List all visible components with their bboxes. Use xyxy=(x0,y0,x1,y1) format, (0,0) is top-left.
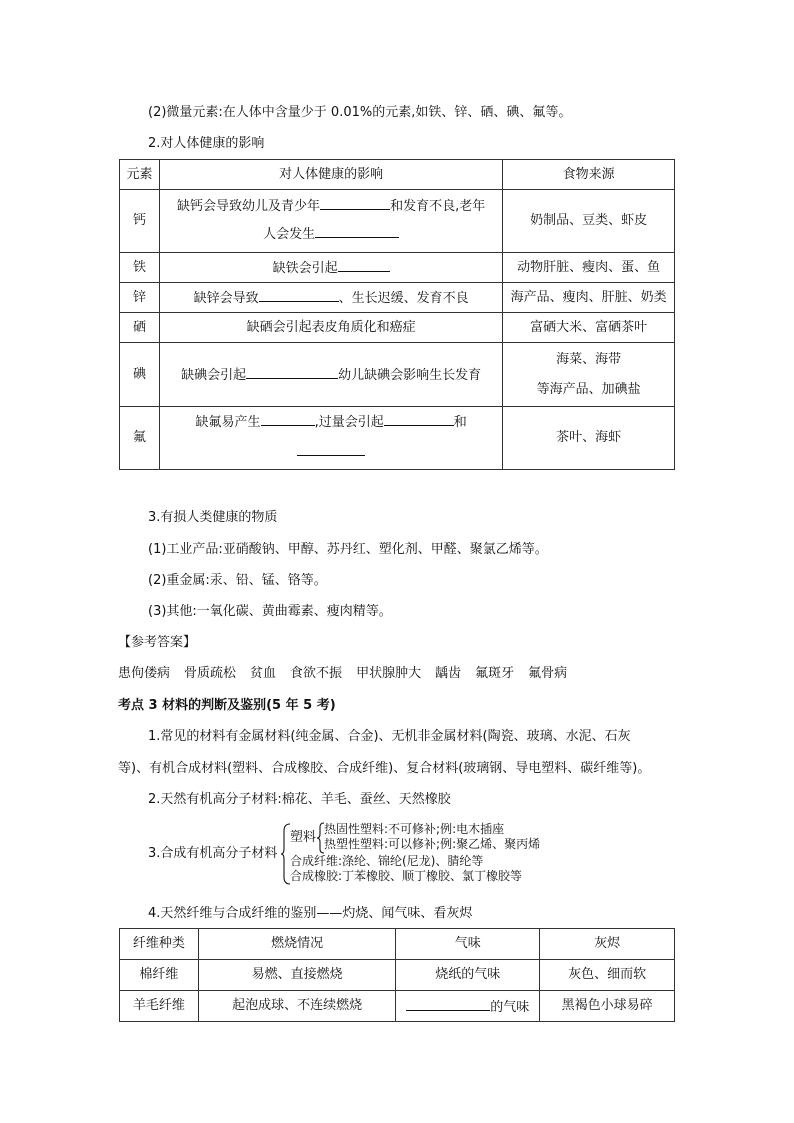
element-health-table xyxy=(119,159,675,470)
effect-text: 缺锌会导致 xyxy=(193,291,259,306)
fill-blank[interactable] xyxy=(320,195,390,210)
header-smell: 气味 xyxy=(396,929,540,960)
answer-item: 食欲不振 xyxy=(290,666,343,681)
fill-blank[interactable] xyxy=(259,287,339,302)
fiber-identification-table xyxy=(119,928,675,1022)
table-row xyxy=(120,343,675,407)
fiber-kind-cell: 羊毛纤维 xyxy=(120,991,199,1022)
harmful-item-industrial: (1)工业产品:亚硝酸钠、甲醇、苏丹红、塑化剂、甲醛、聚氯乙烯等。 xyxy=(148,542,548,557)
harmful-item-heavy-metal: (2)重金属:汞、铅、锰、铬等。 xyxy=(148,573,327,588)
synthetic-rubber: 合成橡胶:丁苯橡胶、顺丁橡胶、氯丁橡胶等 xyxy=(290,869,523,883)
effect-cell xyxy=(159,343,502,407)
answer-item: 龋齿 xyxy=(435,666,462,681)
fill-blank[interactable] xyxy=(406,996,490,1011)
header-source: 食物来源 xyxy=(503,160,675,190)
fiber-identification-heading: 4.天然纤维与合成纤维的鉴别——灼烧、闻气味、看灰烬 xyxy=(148,906,473,921)
answer-item: 氟斑牙 xyxy=(475,666,515,681)
effect-cell xyxy=(159,253,502,283)
fill-blank[interactable] xyxy=(384,411,454,426)
answers-list xyxy=(118,665,581,683)
table-row xyxy=(120,407,675,470)
header-effect: 对人体健康的影响 xyxy=(159,160,502,190)
answers-heading: 【参考答案】 xyxy=(118,635,197,650)
effect-cell xyxy=(159,407,502,470)
fill-blank[interactable] xyxy=(261,411,315,426)
element-cell: 硒 xyxy=(120,313,160,343)
fill-blank[interactable] xyxy=(297,441,365,456)
table-row xyxy=(120,313,675,343)
source-cell xyxy=(503,343,675,407)
materials-para-line1: 1.常见的材料有金属材料(纯金属、合金)、无机非金属材料(陶瓷、玻璃、水泥、石灰 xyxy=(148,729,631,744)
answer-item: 氟骨病 xyxy=(528,666,568,681)
source-text: 等海产品、加碘盐 xyxy=(536,381,641,397)
element-cell: 钙 xyxy=(120,190,160,253)
ash-cell: 黑褐色小球易碎 xyxy=(540,991,675,1022)
burning-cell: 易燃、直接燃烧 xyxy=(198,960,396,991)
plastic-label: 塑料 xyxy=(290,830,317,845)
answer-item: 骨质疏松 xyxy=(184,666,237,681)
answer-item: 甲状腺肿大 xyxy=(356,666,422,681)
table-row xyxy=(120,960,675,991)
materials-para-line2: 等)、有机合成材料(塑料、合成橡胶、合成纤维)、复合材料(玻璃钢、导电塑料、碳纤维等)。 xyxy=(118,761,651,776)
element-cell: 碘 xyxy=(120,343,160,407)
smell-cell: 烧纸的气味 xyxy=(396,960,540,991)
header-fiber-kind: 纤维种类 xyxy=(120,929,199,960)
ash-cell: 灰色、细而软 xyxy=(540,960,675,991)
effect-text: 人会发生 xyxy=(263,227,316,242)
table-row xyxy=(120,991,675,1022)
smell-text: 的气味 xyxy=(490,999,530,1015)
element-cell: 锌 xyxy=(120,283,160,313)
table-header-row xyxy=(120,160,675,190)
source-cell: 海产品、瘦肉、肝脏、奶类 xyxy=(503,283,675,313)
effect-text: 缺碘会引起 xyxy=(181,368,247,383)
synthetic-polymer-label: 3.合成有机高分子材料 xyxy=(148,846,278,861)
kaodian-3-heading: 考点 3 材料的判断及鉴别(5 年 5 考) xyxy=(118,698,336,713)
header-ash: 灰烬 xyxy=(540,929,675,960)
natural-polymer-line: 2.天然有机高分子材料:棉花、羊毛、蚕丝、天然橡胶 xyxy=(148,792,451,807)
thermoplastic-plastic: 热塑性塑料:可以修补;例:聚乙烯、聚丙烯 xyxy=(324,837,541,851)
source-text: 海菜、海带 xyxy=(556,351,622,367)
effect-text: ,过量会引起 xyxy=(314,415,384,430)
effect-cell xyxy=(159,283,502,313)
effect-cell: 缺硒会引起表皮角质化和癌症 xyxy=(159,313,502,343)
header-element: 元素 xyxy=(120,160,160,190)
fill-blank[interactable] xyxy=(246,364,338,379)
effect-text: 缺氟易产生 xyxy=(195,415,261,430)
thermoset-plastic: 热固性塑料:不可修补;例:电木插座 xyxy=(324,822,505,836)
table-row xyxy=(120,283,675,313)
fiber-kind-cell: 棉纤维 xyxy=(120,960,199,991)
burning-cell: 起泡成球、不连续燃烧 xyxy=(198,991,396,1022)
harmful-substances-heading: 3.有损人类健康的物质 xyxy=(148,510,278,525)
smell-cell xyxy=(396,991,540,1022)
effect-text: 和 xyxy=(453,415,467,430)
effect-text: 幼儿缺碘会影响生长发育 xyxy=(338,368,482,383)
answer-item: 贫血 xyxy=(250,666,277,681)
effect-cell xyxy=(159,190,502,253)
answer-item: 患佝偻病 xyxy=(118,666,171,681)
synthetic-polymer-diagram xyxy=(148,822,608,886)
source-cell: 富硒大米、富硒茶叶 xyxy=(503,313,675,343)
table-header-row xyxy=(120,929,675,960)
effect-text: 、生长迟缓、发育不良 xyxy=(338,291,469,306)
source-cell: 茶叶、海虾 xyxy=(503,407,675,470)
trace-element-definition: (2)微量元素:在人体中含量少于 0.01%的元素,如铁、锌、硒、碘、氟等。 xyxy=(148,105,572,120)
effect-text: 和发育不良,老年 xyxy=(390,199,486,214)
synthetic-fiber: 合成纤维:涤纶、锦纶(尼龙)、腈纶等 xyxy=(290,854,484,868)
health-effect-heading: 2.对人体健康的影响 xyxy=(148,136,265,151)
fill-blank[interactable] xyxy=(315,223,399,238)
fill-blank[interactable] xyxy=(338,257,390,272)
header-burning: 燃烧情况 xyxy=(198,929,396,960)
element-cell: 铁 xyxy=(120,253,160,283)
effect-text: 缺钙会导致幼儿及青少年 xyxy=(177,199,321,214)
source-cell: 奶制品、豆类、虾皮 xyxy=(503,190,675,253)
source-cell: 动物肝脏、瘦肉、蛋、鱼 xyxy=(503,253,675,283)
effect-text: 缺铁会引起 xyxy=(272,261,338,276)
harmful-item-other: (3)其他:一氧化碳、黄曲霉素、瘦肉精等。 xyxy=(148,604,392,619)
table-row xyxy=(120,253,675,283)
table-row xyxy=(120,190,675,253)
element-cell: 氟 xyxy=(120,407,160,470)
